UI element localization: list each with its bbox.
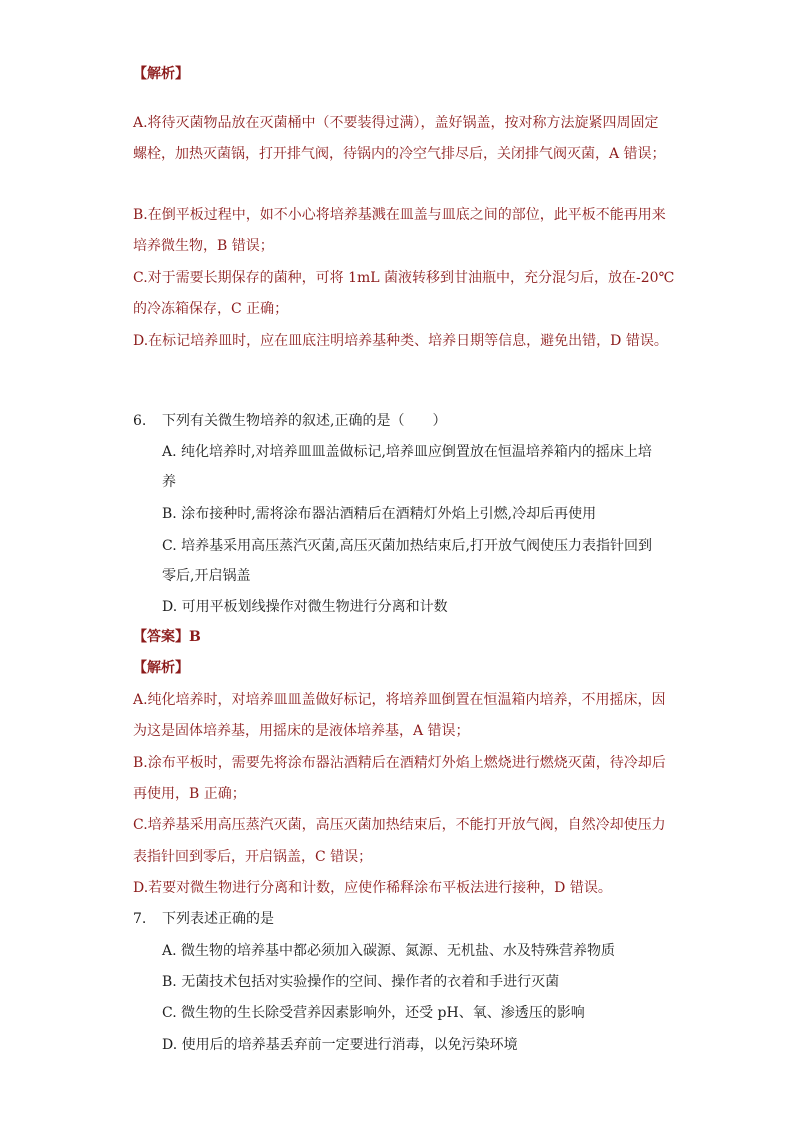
q6-analysis-a-line1: A.纯化培养时，对培养皿皿盖做好标记，将培养皿倒置在恒温箱内培养，不用摇床，因 — [133, 692, 666, 708]
analysis-a-line2: 螺栓，加热灭菌锅，打开排气阀，待锅内的冷空气排尽后，关闭排气阀灭菌，A 错误； — [133, 146, 666, 162]
q7-stem: 下列表述正确的是 — [162, 911, 274, 927]
q6-option-a-line1: A. 纯化培养时,对培养皿皿盖做标记,培养皿应倒置放在恒温培养箱内的摇床上培 — [162, 444, 652, 460]
q6-analysis-c-line1: C.培养基采用高压蒸汽灭菌，高压灭菌加热结束后，不能打开放气阀，自然冷却使压力 — [133, 817, 666, 833]
analysis-d-line1: D.在标记培养皿时，应在皿底注明培养基种类、培养日期等信息，避免出错，D 错误。 — [133, 333, 668, 349]
q6-analysis-b-line1: B.涂布平板时，需要先将涂布器沾酒精后在酒精灯外焰上燃烧进行燃烧灭菌，待冷却后 — [133, 755, 666, 771]
q7-option-a: A. 微生物的培养基中都必须加入碳源、氮源、无机盐、水及特殊营养物质 — [162, 943, 616, 959]
analysis-c-line1: C.对于需要长期保存的菌种，可将 1mL 菌液转移到甘油瓶中，充分混匀后，放在-20℃ — [133, 270, 675, 286]
q6-analysis-b-line2: 再使用，B 正确； — [133, 786, 246, 802]
q6-stem: 下列有关微生物培养的叙述,正确的是（ ） — [162, 413, 447, 429]
analysis-b-line2: 培养微生物，B 错误； — [133, 238, 274, 254]
analysis-b-line1: B.在倒平板过程中，如不小心将培养基溅在皿盖与皿底之间的部位，此平板不能再用来 — [133, 207, 666, 223]
q6-option-c-line2: 零后,开启锅盖 — [162, 568, 251, 584]
q6-number: 6. — [133, 413, 147, 429]
q6-analysis-a-line2: 为这是固体培养基，用摇床的是液体培养基，A 错误； — [133, 723, 470, 739]
q7-option-c: C. 微生物的生长除受营养因素影响外，还受 pH、氧、渗透压的影响 — [162, 1005, 585, 1021]
q6-option-b: B. 涂布接种时,需将涂布器沾酒精后在酒精灯外焰上引燃,冷却后再使用 — [162, 506, 597, 522]
analysis-heading: 【解析】 — [133, 66, 189, 82]
analysis-a-line1: A.将待灭菌物品放在灭菌桶中（不要装得过满），盖好锅盖，按对称方法旋紧四周固定 — [133, 115, 659, 131]
q6-option-a-line2: 养 — [162, 474, 176, 490]
q7-number: 7. — [133, 911, 147, 927]
q6-analysis-heading: 【解析】 — [133, 660, 189, 676]
q6-analysis-d-line1: D.若要对微生物进行分离和计数，应使作稀释涂布平板法进行接种，D 错误。 — [133, 880, 612, 896]
q6-option-c-line1: C. 培养基采用高压蒸汽灭菌,高压灭菌加热结束后,打开放气阀使压力表指针回到 — [162, 538, 653, 554]
q6-answer: 【答案】B — [133, 629, 201, 645]
q6-analysis-c-line2: 表指针回到零后，开启锅盖，C 错误； — [133, 849, 373, 865]
q6-option-d: D. 可用平板划线操作对微生物进行分离和计数 — [162, 599, 448, 615]
analysis-c-line2: 的冷冻箱保存，C 正确； — [133, 301, 289, 317]
q7-option-d: D. 使用后的培养基丢弃前一定要进行消毒，以免污染环境 — [162, 1037, 518, 1053]
q7-option-b: B. 无菌技术包括对实验操作的空间、操作者的衣着和手进行灭菌 — [162, 974, 560, 990]
